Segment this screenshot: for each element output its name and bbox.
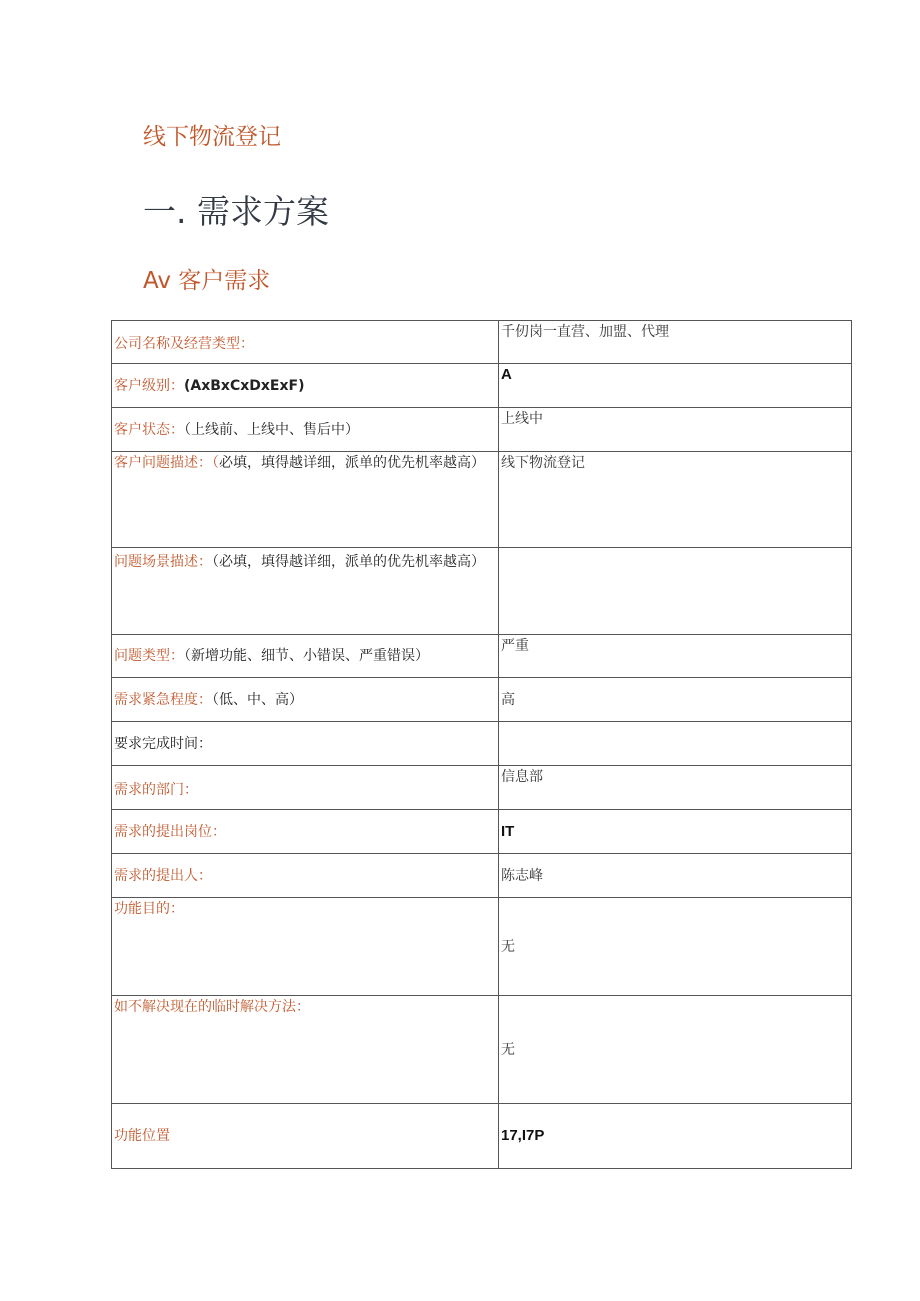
- document-title: 线下物流登记: [143, 124, 281, 150]
- row-value: 无: [501, 938, 515, 955]
- row-label-extra: （上线前、上线中、售后中）: [184, 421, 359, 438]
- row-label: 如不解决现在的临时解决方法：: [114, 999, 310, 1015]
- row-value-cell: [499, 678, 852, 722]
- table-row: [112, 452, 852, 548]
- row-value: 上线中: [501, 411, 543, 427]
- row-label-cell: [112, 635, 499, 678]
- row-label: 问题类型：: [114, 648, 184, 664]
- row-label-cell: [112, 854, 499, 898]
- row-label-cell: [112, 364, 499, 408]
- row-value-cell: [499, 810, 852, 854]
- section-title: 一. 需求方案: [143, 192, 329, 231]
- row-label: 需求的提出岗位：: [114, 823, 226, 840]
- row-value-cell: [499, 408, 852, 452]
- row-label-extra: 要求完成时间：: [114, 735, 212, 752]
- row-value: A: [501, 366, 512, 383]
- row-value-cell: [499, 321, 852, 364]
- table-row: [112, 678, 852, 722]
- row-value-cell: [499, 1104, 852, 1169]
- table-row: [112, 364, 852, 408]
- row-label-cell: [112, 321, 499, 364]
- row-label: 需求的部门：: [114, 781, 198, 798]
- row-label-cell: [112, 810, 499, 854]
- table-row: [112, 810, 852, 854]
- row-label: 问题场景描述：: [114, 554, 212, 570]
- table-row: [112, 635, 852, 678]
- row-value: 严重: [501, 638, 529, 654]
- table-row: [112, 766, 852, 810]
- row-label-cell: [112, 898, 499, 996]
- row-value-cell: [499, 452, 852, 548]
- row-label: 需求紧急程度：: [114, 691, 212, 708]
- row-value-cell: [499, 635, 852, 678]
- row-label-cell: [112, 766, 499, 810]
- table-row: [112, 722, 852, 766]
- table-row: [112, 321, 852, 364]
- row-value-cell: [499, 996, 852, 1104]
- row-label-cell: [112, 452, 499, 548]
- table-row: [112, 408, 852, 452]
- row-label: 公司名称及经营类型：: [114, 336, 254, 352]
- row-label-extra: 必填，填得越详细，派单的优先机率越高）: [219, 455, 485, 471]
- row-label-cell: [112, 1104, 499, 1169]
- row-label: 功能目的：: [114, 901, 184, 917]
- row-label: 功能位置: [114, 1128, 170, 1144]
- row-label-extra: （必填，填得越详细，派单的优先机率越高）: [212, 554, 485, 570]
- requirements-table: [111, 320, 852, 1169]
- row-value-cell: [499, 364, 852, 408]
- row-label-cell: [112, 996, 499, 1104]
- row-label: 需求的提出人：: [114, 867, 212, 884]
- row-label-extra: （低、中、高）: [212, 691, 303, 708]
- row-value: 无: [501, 1041, 515, 1058]
- row-value: 信息部: [501, 769, 543, 785]
- row-value-cell: [499, 898, 852, 996]
- row-value: IT: [501, 822, 515, 840]
- row-value-cell: [499, 854, 852, 898]
- row-label-cell: [112, 722, 499, 766]
- row-value: 线下物流登记: [501, 455, 585, 471]
- row-label-cell: [112, 408, 499, 452]
- table-row: [112, 1104, 852, 1169]
- row-label: 客户级别：: [114, 377, 184, 394]
- table-row: [112, 548, 852, 635]
- table-row: [112, 854, 852, 898]
- row-value-cell: [499, 722, 852, 766]
- row-label-extra: (AxBxCxDxExF): [184, 377, 305, 394]
- row-label: 客户状态：: [114, 421, 184, 438]
- row-value: 17,I7P: [501, 1127, 545, 1144]
- row-label-extra: （新增功能、细节、小错误、严重错误）: [184, 648, 429, 664]
- row-value-cell: [499, 766, 852, 810]
- sub-section-title: Av 客户需求: [143, 268, 271, 294]
- row-label-cell: [112, 548, 499, 635]
- row-value-cell: [499, 548, 852, 635]
- row-label: 客户问题描述：（: [114, 455, 219, 471]
- table-row: [112, 898, 852, 996]
- row-value: 陈志峰: [501, 867, 543, 884]
- row-value: 千仞岗一直营、加盟、代理: [501, 324, 669, 340]
- row-value: 高: [501, 691, 515, 708]
- table-row: [112, 996, 852, 1104]
- row-label-cell: [112, 678, 499, 722]
